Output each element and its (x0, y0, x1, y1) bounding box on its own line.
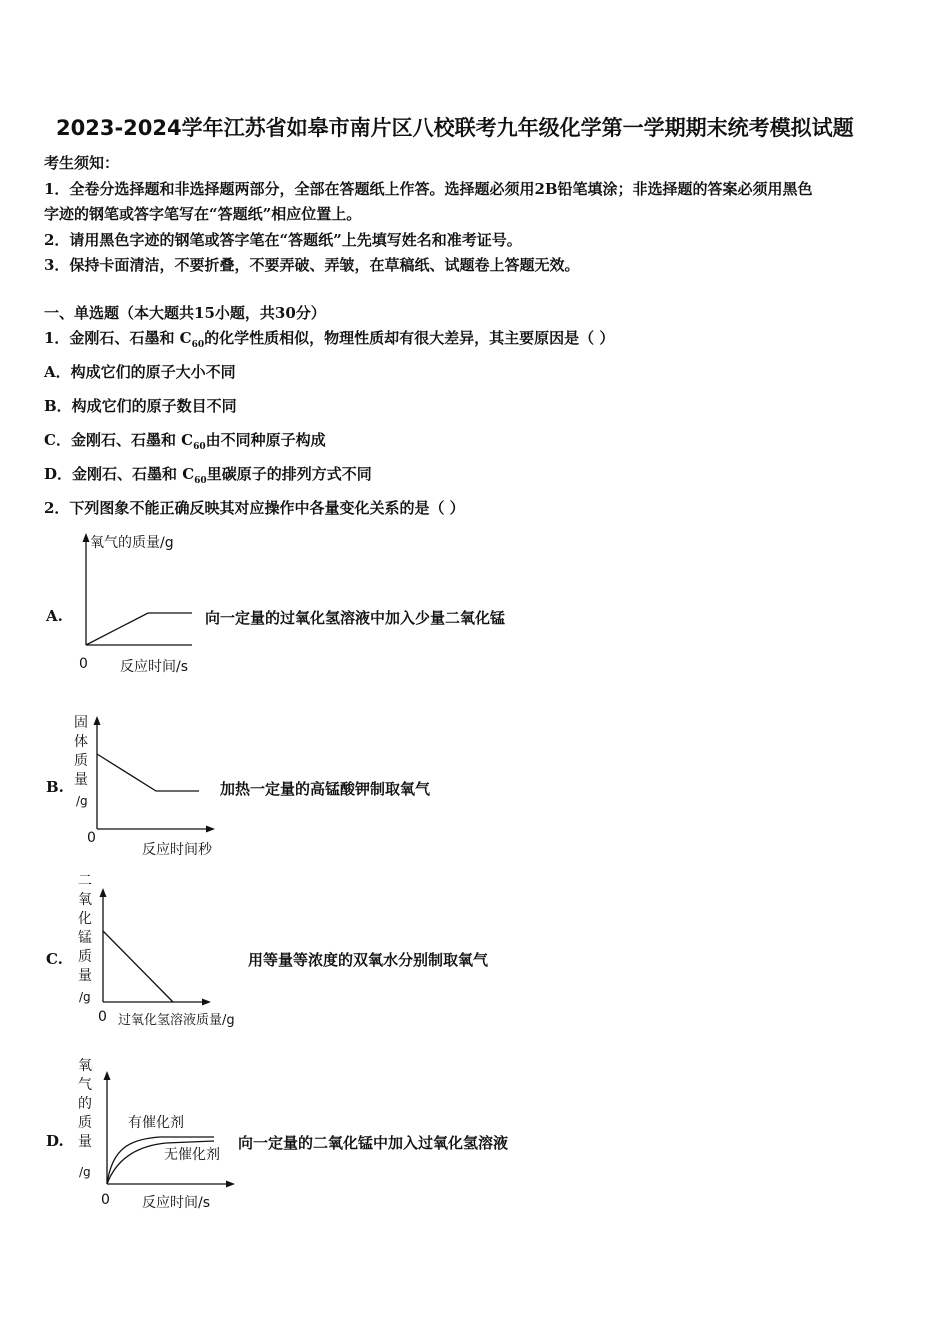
notice-heading: 考生须知： (44, 154, 120, 172)
q1-optd-sub: 60 (194, 476, 207, 486)
q1-stem-post: 的化学性质相似，物理性质却有很大差异，其主要原因是（ ） (204, 329, 615, 347)
q2-option-c-text: 用等量等浓度的双氧水分别制取氧气 (248, 951, 489, 969)
graph-a-origin: 0 (79, 656, 88, 672)
q1-optc-post: 由不同种原子构成 (205, 431, 326, 449)
q2-option-b-label: B. (46, 778, 64, 796)
graph-d-yunit: /g (79, 1165, 91, 1179)
graph-b-xlabel: 反应时间秒 (142, 842, 212, 858)
graph-c-ylabel-char: 锰 (78, 930, 92, 946)
page-title: 2023-2024学年江苏省如皋市南片区八校联考九年级化学第一学期期末统考模拟试题 (56, 116, 854, 140)
q2-option-b-text: 加热一定量的高锰酸钾制取氧气 (220, 780, 431, 798)
notice-item: 字迹的钢笔或答字笔写在“答题纸”相应位置上。 (44, 205, 362, 223)
graph-b-yunit: /g (76, 794, 88, 808)
graph-b-ylabel-char: 体 (74, 734, 88, 750)
graph-d-xlabel: 反应时间/s (142, 1195, 211, 1211)
question-2-stem: 2．下列图象不能正确反映其对应操作中各量变化关系的是（ ） (44, 499, 465, 517)
q1-optc-sub: 60 (193, 442, 206, 452)
graph-d-curve1-label: 有催化剂 (128, 1115, 184, 1131)
graph-c-ylabel-char: 氧 (78, 892, 92, 908)
graph-c-ylabel-char: 质 (78, 949, 92, 965)
graph-d-ylabel (78, 1057, 92, 1152)
q1-optc-pre: C．金刚石、石墨和 C (44, 431, 194, 449)
graph-c-xlabel: 过氧化氢溶液质量/g (118, 1013, 235, 1028)
q2-option-d-label: D. (46, 1132, 64, 1150)
graph-c-origin: 0 (98, 1009, 107, 1025)
q1-option-b: B．构成它们的原子数目不同 (44, 397, 237, 415)
q1-stem-pre: 1．金刚石、石墨和 C (44, 329, 192, 347)
graph-b-ylabel-char: 固 (74, 715, 88, 731)
q1-stem-sub: 60 (191, 340, 205, 350)
graph-d-curve2-label: 无催化剂 (164, 1147, 220, 1163)
notice-item: 2．请用黑色字迹的钢笔或答字笔在“答题纸”上先填写姓名和准考证号。 (44, 231, 522, 249)
graph-d-ylabel-char: 质 (78, 1115, 92, 1131)
graph-c-yunit: /g (79, 990, 91, 1004)
graph-d-ylabel-char: 气 (78, 1077, 92, 1093)
graph-b-ylabel-char: 质 (74, 753, 88, 769)
graph-d-origin: 0 (101, 1192, 110, 1208)
q2-option-d-text: 向一定量的二氧化锰中加入过氧化氢溶液 (238, 1134, 509, 1152)
graph-d-y-arrow (104, 1071, 111, 1080)
notice-item: 3．保持卡面清洁，不要折叠，不要弄破、弄皱，在草稿纸、试题卷上答题无效。 (44, 256, 580, 274)
q1-option-a: A．构成它们的原子大小不同 (44, 363, 236, 381)
q2-option-a-text: 向一定量的过氧化氢溶液中加入少量二氧化锰 (205, 609, 506, 627)
graph-d-ylabel-char: 氧 (78, 1058, 92, 1074)
q1-optd-post: 里碳原子的排列方式不同 (206, 465, 372, 483)
graph-d-ylabel-char: 的 (78, 1096, 92, 1112)
graph-a-xlabel: 反应时间/s (120, 659, 189, 675)
graph-c-ylabel-char: 化 (78, 911, 92, 927)
graph-c-ylabel-char: 二 (78, 873, 92, 889)
q2-option-c-label: C. (46, 950, 63, 968)
notice-item: 1．全卷分选择题和非选择题两部分，全部在答题纸上作答。选择题必须用2B铅笔填涂；非选择题的答案必须用黑色 (44, 180, 813, 198)
graph-b-origin: 0 (87, 830, 96, 846)
graph-d-ylabel-char: 量 (78, 1134, 92, 1150)
graph-d-x-arrow (226, 1181, 235, 1188)
graph-a-ylabel: 氧气的质量/g (90, 535, 174, 551)
graph-c-ylabel-char: 量 (78, 968, 92, 984)
q1-optd-pre: D．金刚石、石墨和 C (44, 465, 195, 483)
graph-b-ylabel-char: 量 (74, 772, 88, 788)
section-heading: 一、单选题（本大题共15小题，共30分） (44, 304, 326, 322)
q2-option-a-label: A. (46, 607, 63, 625)
